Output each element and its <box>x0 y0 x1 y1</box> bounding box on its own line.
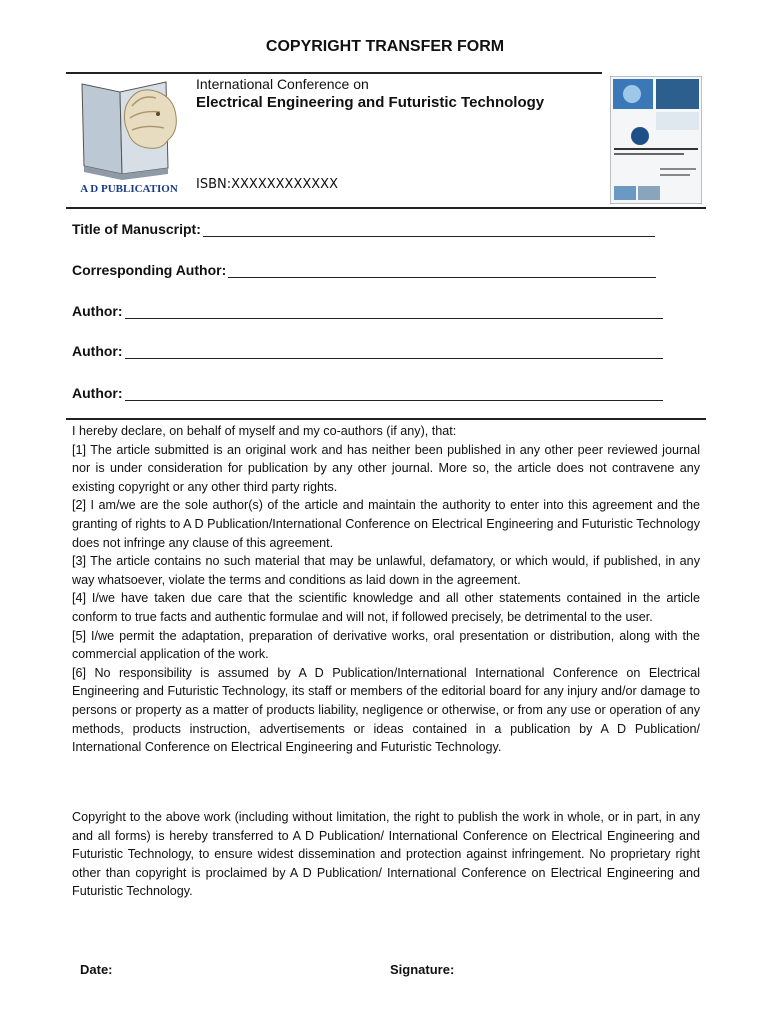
author-field-3[interactable] <box>72 385 663 401</box>
conference-name: Electrical Engineering and Futuristic Technology <box>196 94 545 111</box>
date-label: Date: <box>80 962 113 977</box>
declaration-clause-2: [2] I am/we are the sole author(s) of the article and maintain the authority to enter into this agreement and the granting of rights to A D Publication/International Conference on Electrical Engineering and Futuristic Technology does not infringe any clause of this agreement. <box>72 498 700 550</box>
declaration-clause-5: [5] I/we permit the adaptation, preparation of derivative works, oral presentation or distribution, along with the commercial application of the work. <box>72 628 700 662</box>
publisher-logo <box>70 76 188 196</box>
author-line-3[interactable] <box>125 386 663 401</box>
copyright-transfer-paragraph: Copyright to the above work (including without limitation, the right to publish the work in whole, or in part, in any and all forms) is hereby transferred to A D Publication/ International Conference on Electrical Engineering and Futuristic Technology, to ensure widest dissemination and protection against infringement. No proprietary right other than copyright is proclaimed by A D Publication/ International Conference on Electrical Engineering and Futuristic Technology. <box>72 810 700 899</box>
logo-text: A D PUBLICATION <box>80 183 178 195</box>
manuscript-title-label: Title of Manuscript: <box>72 221 201 237</box>
manuscript-title-line[interactable] <box>203 222 655 237</box>
author-field-1[interactable] <box>72 303 663 319</box>
corresponding-author-field[interactable] <box>72 262 656 278</box>
declaration-clause-6: [6] No responsibility is assumed by A D Publication/International International Conference on Electrical Engineering and Futuristic Technology, its staff or members of the editorial board for any injury and/or damage to persons or property as a matter of products liability, negligence or otherwise, or from any use or operation of any methods, products instruction, advertisements or ideas contained in a publication by A D Publication/ International Conference on Electrical Engineering and Futuristic Technology. <box>72 665 700 755</box>
declaration-intro: I hereby declare, on behalf of myself and my co-authors (if any), that: <box>72 424 457 438</box>
declaration-clause-3: [3] The article contains no such material that may be unlawful, defamatory, or which would, if published, in any way whatsoever, violate the terms and conditions as laid down in the agreement. <box>72 554 700 587</box>
header-bottom-rule <box>66 207 706 209</box>
conference-prefix: International Conference on <box>196 76 369 92</box>
author-label-1: Author: <box>72 303 123 319</box>
corresponding-author-label: Corresponding Author: <box>72 262 227 278</box>
section-rule <box>66 418 706 420</box>
manuscript-title-field[interactable] <box>72 221 655 237</box>
header-top-rule <box>66 72 602 74</box>
proceedings-cover-image <box>610 76 702 204</box>
corresponding-author-line[interactable] <box>228 263 656 278</box>
declaration-clause-4: [4] I/we have taken due care that the scientific knowledge and all other statements contained in the article conform to true facts and authentic formulae and will not, if followed precisely, be detrimental to the user. <box>72 591 700 624</box>
declaration-block <box>72 422 700 757</box>
signature-label: Signature: <box>390 962 455 977</box>
author-label-3: Author: <box>72 385 123 401</box>
author-line-2[interactable] <box>125 344 663 359</box>
author-label-2: Author: <box>72 343 123 359</box>
author-field-2[interactable] <box>72 343 663 359</box>
author-line-1[interactable] <box>125 304 663 319</box>
form-title: COPYRIGHT TRANSFER FORM <box>265 38 505 55</box>
isbn: ISBN:XXXXXXXXXXXX <box>196 177 338 192</box>
declaration-clause-1: [1] The article submitted is an original work and has neither been published in any other peer reviewed journal nor is under consideration for publication by any other journal. More so, the article does not contravene any existing copyright or any other third party rights. <box>72 442 700 494</box>
